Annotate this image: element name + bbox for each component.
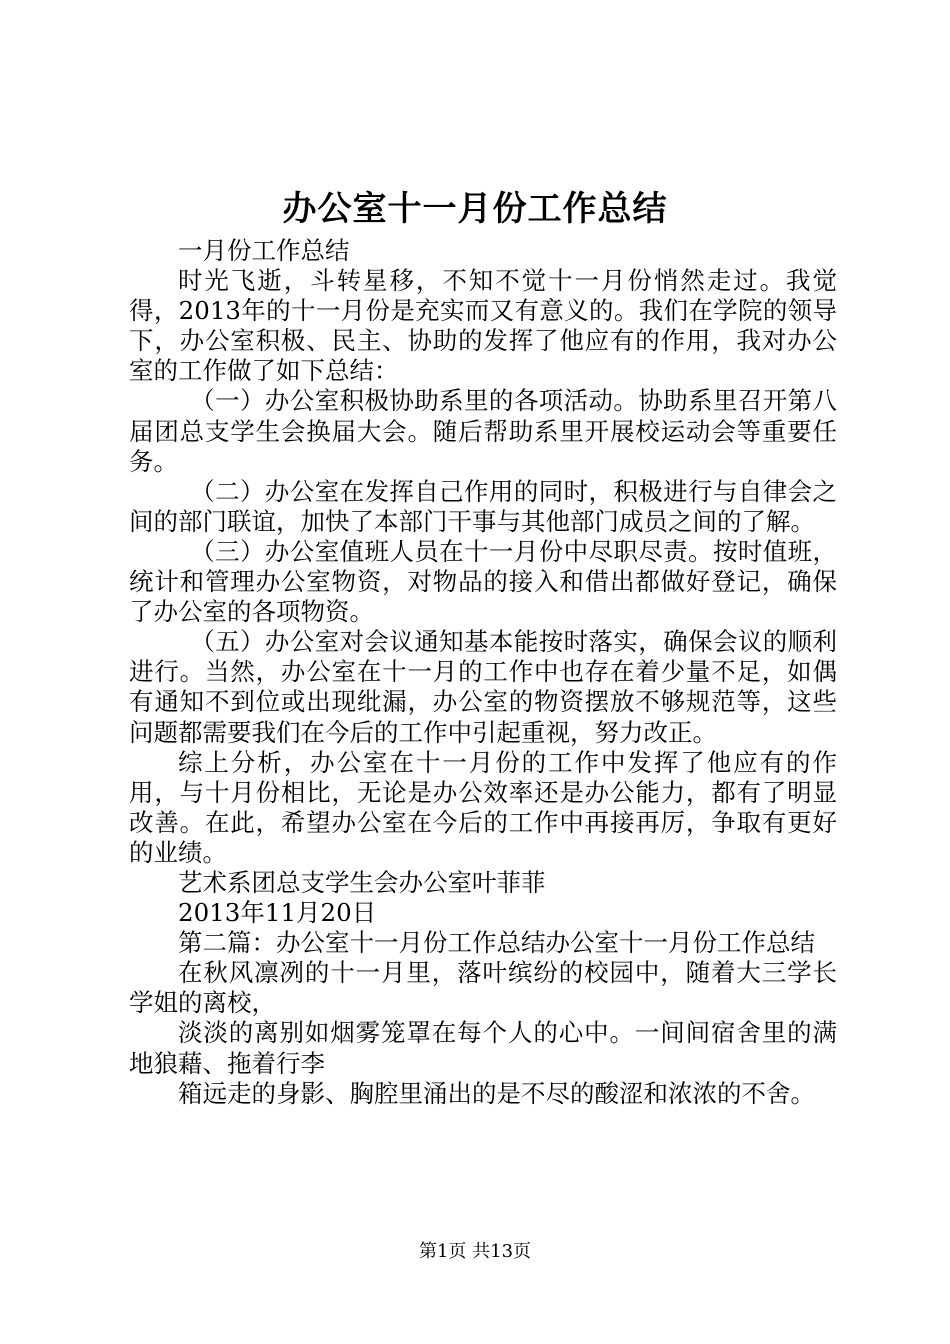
- paragraph-summary: 综上分析，办公室在十一月份的工作中发挥了他应有的作用，与十月份相比，无论是办公效率还是办公能力，都有了明显改善。在此，希望办公室在今后的工作中再接再厉，争取有更好的业绩。: [129, 747, 837, 867]
- paragraph-intro: 时光飞逝，斗转星移，不知不觉十一月份悄然走过。我觉得，2013年的十一月份是充实而又有意义的。我们在学院的领导下，办公室积极、民主、协助的发挥了他应有的作用，我对办公室的工作做了如下总结：: [129, 266, 837, 386]
- paragraph-item-5: （五）办公室对会议通知基本能按时落实，确保会议的顺利进行。当然，办公室在十一月的工作中也存在着少量不足，如偶有通知不到位或出现纰漏，办公室的物资摆放不够规范等，这些问题都需要我们在今后的工作中引起重视，努力改正。: [129, 627, 837, 747]
- paragraph-part-two-line-2: 淡淡的离别如烟雾笼罩在每个人的心中。一间间宿舍里的满地狼藉、拖着行李: [129, 1018, 837, 1078]
- paragraph-item-3: （三）办公室值班人员在十一月份中尽职尽责。按时值班，统计和管理办公室物资，对物品的接入和借出都做好登记，确保了办公室的各项物资。: [129, 536, 837, 627]
- signature-date: 2013年11月20日: [178, 898, 377, 928]
- paragraph-item-1: （一）办公室积极协助系里的各项活动。协助系里召开第八届团总支学生会换届大会。随后帮助系里开展校运动会等重要任务。: [129, 386, 837, 476]
- paragraph-subtitle: 一月份工作总结: [178, 236, 350, 265]
- paragraph-part-two-line-3: 箱远走的身影、胸腔里涌出的是不尽的酸涩和浓浓的不舍。: [178, 1078, 815, 1108]
- page-number-footer: 第1页 共13页: [418, 1241, 532, 1262]
- signature-author: 艺术系团总支学生会办公室叶菲菲: [178, 867, 546, 897]
- paragraph-part-two-line-1: 在秋风凛冽的十一月里，落叶缤纷的校园中，随着大三学长学姐的离校，: [129, 958, 837, 1018]
- paragraph-part-two-heading: 第二篇：办公室十一月份工作总结办公室十一月份工作总结: [178, 928, 815, 958]
- document-body: [129, 236, 837, 1109]
- paragraph-item-2: （二）办公室在发挥自己作用的同时，积极进行与自律会之间的部门联谊，加快了本部门干事与其他部门成员之间的了解。: [129, 476, 837, 536]
- document-title: 办公室十一月份工作总结: [282, 189, 668, 229]
